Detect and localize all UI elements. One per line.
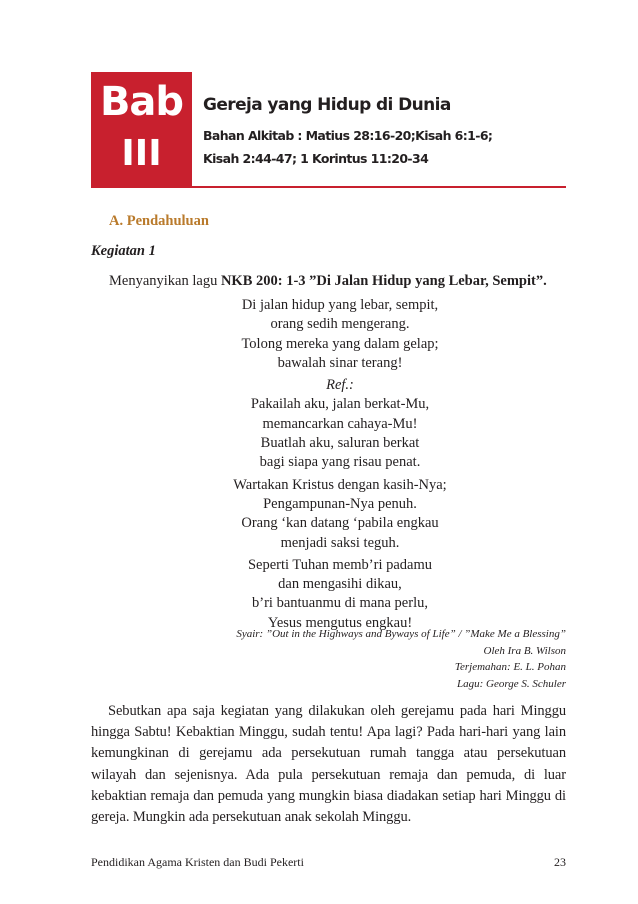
lyric-line: Pengampunan-Nya penuh. [263, 495, 417, 512]
lyric-line: Yesus mengutus engkau! [267, 614, 413, 631]
chapter-reference-line1: Bahan Alkitab : Matius 28:16-20;Kisah 6:1-6; [203, 128, 493, 143]
credit-music: Lagu: George S. Schuler [457, 677, 566, 690]
lyric-line: menjadi saksi teguh. [280, 534, 400, 551]
stanza-2 [130, 476, 550, 553]
chapter-reference [203, 124, 492, 170]
song-lyrics [130, 296, 550, 636]
stanza-1 [130, 296, 550, 373]
activity-intro [109, 273, 547, 290]
lyric-line: Tolong mereka yang dalam gelap; [241, 335, 439, 352]
credit-author: Oleh Ira B. Wilson [483, 644, 566, 657]
footer-book-title: Pendidikan Agama Kristen dan Budi Pekerti [91, 855, 304, 869]
song-credits [236, 626, 566, 692]
lyric-line: bagi siapa yang risau penat. [259, 454, 421, 471]
refrain [130, 376, 550, 472]
chapter-label: Bab [99, 79, 184, 125]
body-paragraph: Sebutkan apa saja kegiatan yang dilakukan oleh gerejamu pada hari Minggu hingga Sabtu! Kebaktian Minggu, sudah tentu! Apa lagi? Pada hari-hari yang lain kemungkinan di gerejamu ada persekutuan rumah tangga atau persekutuan wilayah dan sejenisnya. Ada pula persekutuan remaja dan pemuda, di luar kebaktian remaja dan pemuda yang mungkin biasa diadakan setiap hari Minggu di gereja. Mungkin ada persekutuan anak sekolah Minggu. [91, 703, 566, 826]
chapter-number: III [121, 133, 162, 174]
intro-song-title: NKB 200: 1-3 ”Di Jalan Hidup yang Lebar, Sempit”. [220, 273, 547, 289]
stanza-3 [130, 556, 550, 633]
lyric-line: Pakailah aku, jalan berkat-Mu, [250, 396, 430, 413]
refrain-label: Ref.: [326, 377, 354, 394]
activity-label: Kegiatan 1 [91, 243, 156, 259]
lyric-line: Di jalan hidup yang lebar, sempit, [241, 297, 439, 313]
lyric-line: Buatlah aku, saluran berkat [260, 435, 420, 452]
section-heading: A. Pendahuluan [109, 213, 209, 229]
lyric-line: Wartakan Kristus dengan kasih-Nya; [233, 476, 447, 493]
lyric-line: Seperti Tuhan memb’ri padamu [247, 556, 433, 573]
lyric-line: memancarkan cahaya-Mu! [262, 415, 418, 432]
intro-prefix: Menyanyikan lagu [109, 273, 221, 289]
page-number: 23 [554, 855, 566, 869]
chapter-badge [91, 72, 192, 188]
lyric-line: bawalah sinar terang! [277, 354, 403, 371]
lyric-line: Orang ‘kan datang ‘pabila engkau [241, 515, 439, 532]
credit-translation: Terjemahan: E. L. Pohan [454, 661, 566, 673]
chapter-title: Gereja yang Hidup di Dunia [203, 95, 451, 115]
lyric-line: dan mengasihi dikau, [278, 576, 402, 593]
lyric-line: b’ri bantuanmu di mana perlu, [252, 595, 428, 612]
header-divider [192, 186, 566, 188]
lyric-line: orang sedih mengerang. [270, 316, 410, 333]
chapter-reference-line2: Kisah 2:44-47; 1 Korintus 11:20-34 [203, 151, 429, 166]
credit-lyrics: Syair: ”Out in the Highways and Byways of Life” / ”Make Me a Blessing” [236, 628, 566, 640]
